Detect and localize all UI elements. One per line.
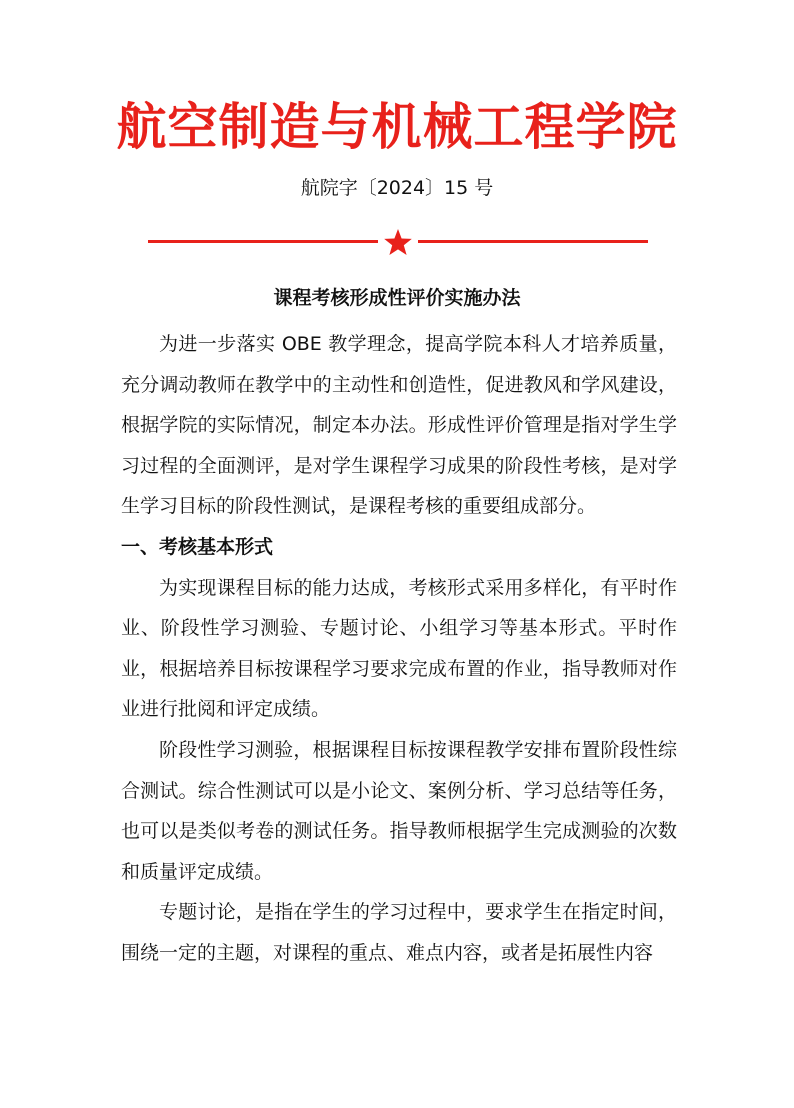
red-divider [148, 228, 648, 256]
org-title: 航空制造与机械工程学院 [116, 98, 678, 156]
star-icon [383, 228, 413, 256]
document-body [121, 324, 677, 974]
intro-paragraph: 为进一步落实 OBE 教学理念，提高学院本科人才培养质量，充分调动教师在教学中的主动性和创造性，促进教风和学风建设，根据学院的实际情况，制定本办法。形成性评价管理是指对学生学习过程的全面测评，是对学生课程学习成果的阶段性考核，是对学生学习目标的阶段性测试，是课程考核的重要组成部分。 [121, 333, 677, 518]
document-title: 课程考核形成性评价实施办法 [273, 287, 521, 309]
section-heading: 一、考核基本形式 [121, 535, 274, 558]
section-paragraph: 专题讨论，是指在学生的学习过程中，要求学生在指定时间，围绕一定的主题，对课程的重点、难点内容，或者是拓展性内容 [121, 901, 677, 964]
divider-line-left [148, 240, 378, 243]
divider-line-right [418, 240, 648, 243]
section-paragraph: 为实现课程目标的能力达成，考核形式采用多样化，有平时作业、阶段性学习测验、专题讨论、小组学习等基本形式。平时作业，根据培养目标按课程学习要求完成布置的作业，指导教师对作业进行批阅和评定成绩。 [121, 576, 677, 721]
doc-number: 航院字〔2024〕15 号 [300, 177, 494, 199]
section-paragraph: 阶段性学习测验，根据课程目标按课程教学安排布置阶段性综合测试。综合性测试可以是小论文、案例分析、学习总结等任务，也可以是类似考卷的测试任务。指导教师根据学生完成测验的次数和质量评定成绩。 [121, 738, 677, 883]
